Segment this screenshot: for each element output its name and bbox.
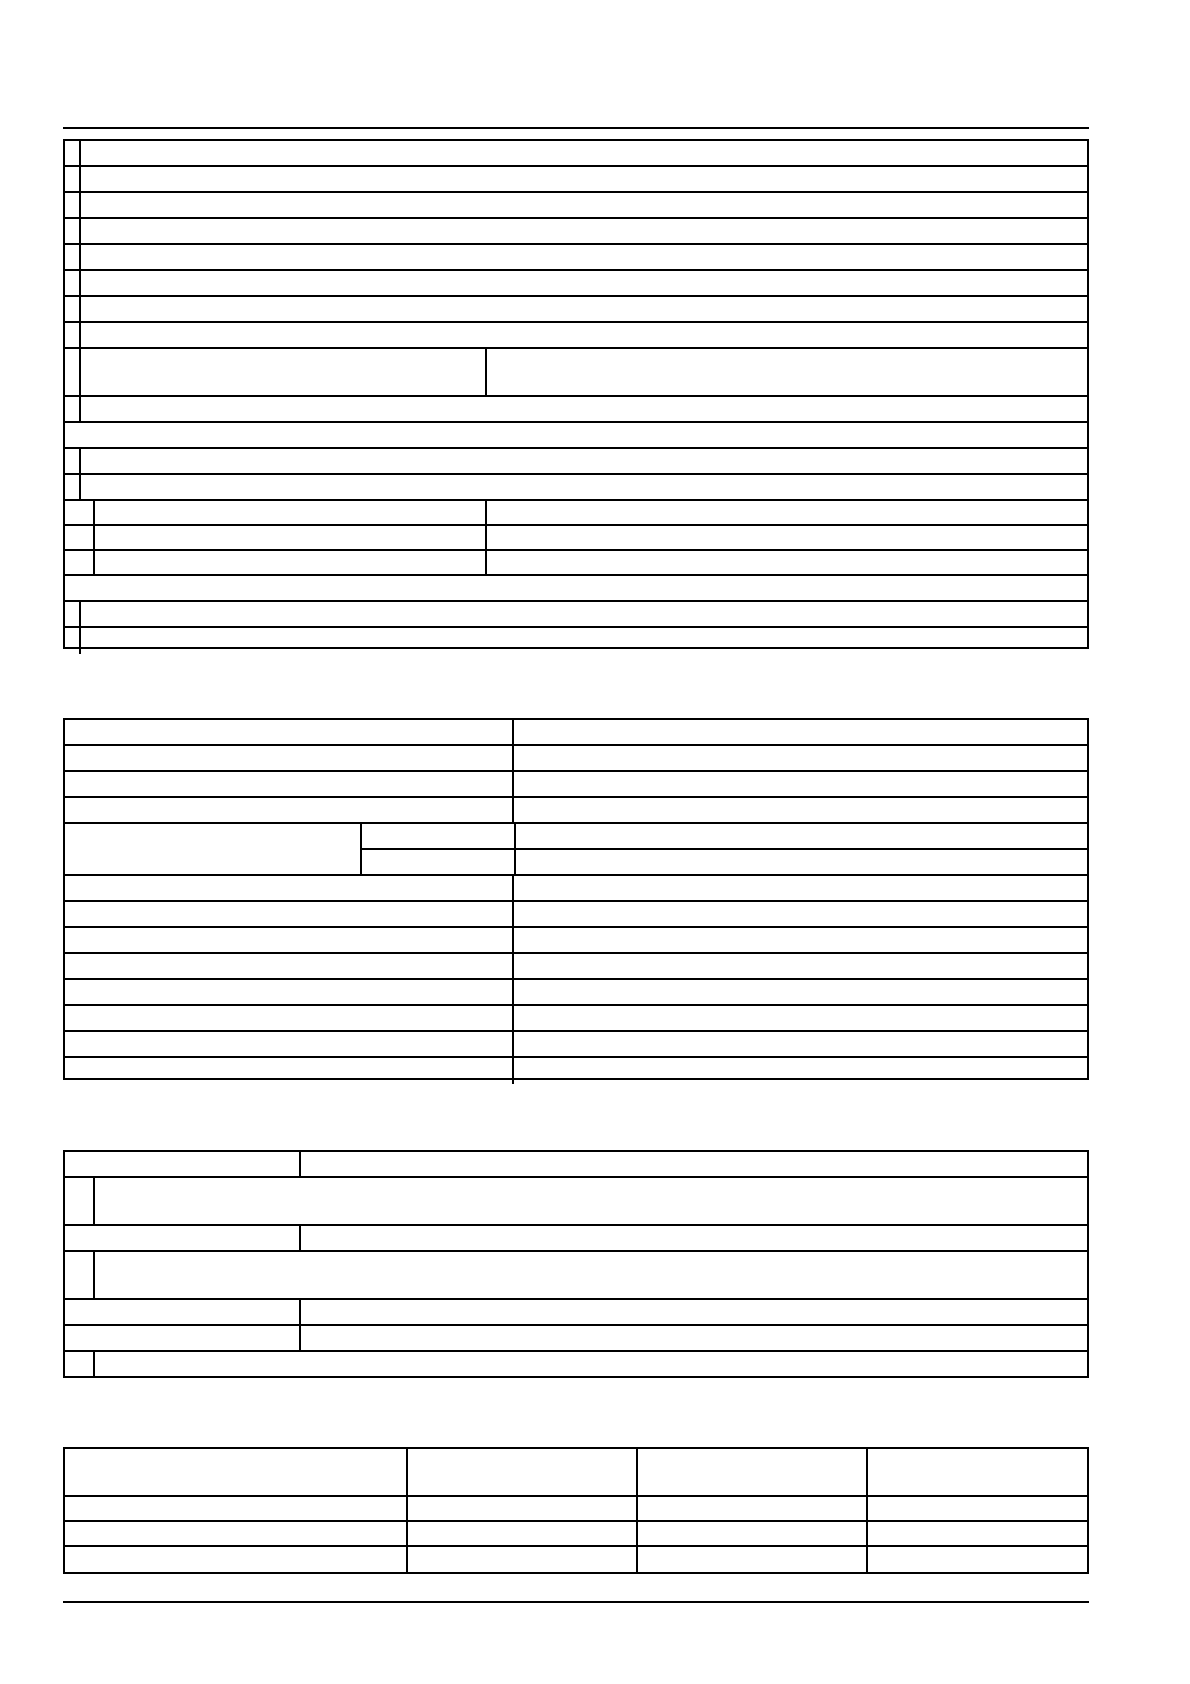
row-index [65,245,81,269]
form-section-3 [63,1150,1089,1378]
form-heading-row [65,576,1087,602]
form-row [65,141,1087,167]
row-index [65,219,81,243]
form-row [65,323,1087,349]
column-header [868,1449,1087,1495]
table-row [65,1226,1087,1252]
form-row [65,245,1087,271]
row-field [81,475,1087,499]
column-header [638,1449,868,1495]
column-header [408,1449,638,1495]
table-row [65,1006,1087,1032]
row-field [81,449,1087,473]
table-header-row [65,1449,1087,1497]
row-index [65,193,81,217]
row-label [65,1006,514,1030]
row-index [65,397,81,421]
row-text [95,1178,1087,1224]
table-cell [65,1522,408,1545]
table-cell [408,1497,638,1520]
bottom-rule [63,1601,1089,1603]
row-index [65,551,95,574]
form-row [65,167,1087,193]
form-row [65,349,1087,397]
row-value [301,1226,1087,1250]
row-label [65,798,514,822]
heading-cell [65,576,1087,600]
table-row [65,1326,1087,1352]
table-row [65,1522,1087,1547]
table-cell [868,1522,1087,1545]
sub-label-group [362,824,516,874]
form-row [65,271,1087,297]
row-index [65,526,95,549]
table-cell [65,1547,408,1572]
row-index [65,1352,95,1378]
table-row [65,1352,1087,1378]
form-section-1 [63,139,1089,649]
table-row [65,980,1087,1006]
form-row [65,475,1087,501]
row-value [514,902,1087,926]
row-text [95,1252,1087,1298]
row-value [514,772,1087,796]
form-row [65,501,1087,526]
form-row [65,551,1087,576]
row-label [65,1300,301,1324]
row-field [81,141,1087,165]
row-field [81,628,1087,654]
form-section-2 [63,718,1089,1080]
table-row [65,1178,1087,1226]
row-value [514,954,1087,978]
row-index [65,475,81,499]
column-header [65,1449,408,1495]
table-row [65,1152,1087,1178]
row-value [514,1032,1087,1056]
sub-value [516,850,1087,874]
row-label [65,1326,301,1350]
table-cell [408,1547,638,1572]
row-label [65,720,514,744]
row-index [65,167,81,191]
row-label [95,526,487,549]
row-label [65,902,514,926]
table-cell [638,1522,868,1545]
sub-label [362,850,514,874]
form-section-4-table [63,1447,1089,1574]
row-index [65,449,81,473]
row-label [65,876,514,900]
row-value [487,551,1087,574]
table-row [65,746,1087,772]
row-field [81,219,1087,243]
row-label [65,1226,301,1250]
row-field [81,297,1087,321]
sub-value-group [516,824,1087,874]
row-label [65,772,514,796]
table-cell [65,1497,408,1520]
row-index [65,141,81,165]
row-label [65,1058,514,1084]
row-value [514,798,1087,822]
row-field [81,397,1087,421]
row-label [65,980,514,1004]
form-row [65,297,1087,323]
sub-value [516,824,1087,850]
table-cell [408,1522,638,1545]
row-label [65,954,514,978]
form-row [65,602,1087,628]
table-row-split [65,824,1087,876]
row-text [95,1352,1087,1378]
row-value [514,746,1087,770]
row-value [487,526,1087,549]
row-label [65,1032,514,1056]
top-rule [63,127,1089,129]
table-row [65,772,1087,798]
table-cell [638,1497,868,1520]
row-label [65,1152,301,1176]
row-index [65,323,81,347]
row-field [81,271,1087,295]
table-row [65,720,1087,746]
form-row [65,193,1087,219]
row-value [514,720,1087,744]
row-index [65,271,81,295]
row-index [65,602,81,626]
heading-cell [65,423,1087,447]
table-row [65,1058,1087,1084]
table-row [65,798,1087,824]
row-value [514,876,1087,900]
table-row [65,902,1087,928]
row-index [65,349,81,395]
form-row [65,526,1087,551]
table-row [65,1547,1087,1572]
row-field [81,602,1087,626]
row-label [65,746,514,770]
row-label [95,551,487,574]
table-row [65,1252,1087,1300]
row-label [65,928,514,952]
row-value [301,1326,1087,1350]
form-row [65,219,1087,245]
table-cell [868,1547,1087,1572]
row-field [81,193,1087,217]
row-index [65,1178,95,1224]
row-value [514,1006,1087,1030]
sub-label [362,824,514,850]
row-label [65,824,362,874]
table-row [65,876,1087,902]
table-row [65,1032,1087,1058]
form-row [65,449,1087,475]
form-row [65,397,1087,423]
table-row [65,1497,1087,1522]
form-heading-row [65,423,1087,449]
form-row [65,628,1087,654]
row-value [514,980,1087,1004]
row-label [95,501,487,524]
row-index [65,297,81,321]
row-value [301,1152,1087,1176]
row-field [81,323,1087,347]
row-value [487,349,1087,395]
row-field [81,167,1087,191]
table-row [65,954,1087,980]
row-index [65,628,81,654]
table-row [65,1300,1087,1326]
row-value [487,501,1087,524]
row-value [514,1058,1087,1084]
row-value [514,928,1087,952]
table-row [65,928,1087,954]
row-index [65,501,95,524]
table-cell [868,1497,1087,1520]
row-label [81,349,487,395]
table-cell [638,1547,868,1572]
row-index [65,1252,95,1298]
row-field [81,245,1087,269]
row-value [301,1300,1087,1324]
